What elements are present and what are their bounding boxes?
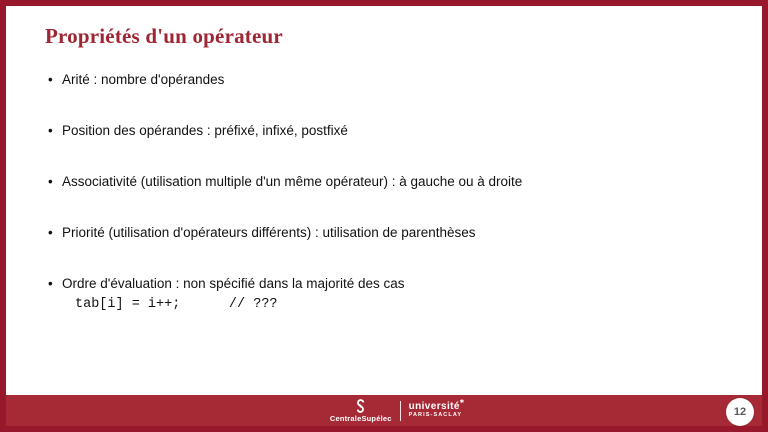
bullet-arity: • Arité : nombre d'opérandes bbox=[48, 71, 742, 89]
logo-divider bbox=[400, 401, 401, 421]
bullet-list bbox=[48, 71, 742, 347]
bullet-priority: • Priorité (utilisation d'opérateurs différents) : utilisation de parenthèses bbox=[48, 224, 742, 242]
universite-star-icon: ∗ bbox=[459, 399, 465, 406]
bullet-associativity: • Associativité (utilisation multiple d'un même opérateur) : à gauche ou à droite bbox=[48, 173, 742, 191]
page-number-badge: 12 bbox=[726, 398, 754, 426]
bullet-evaluation-order bbox=[48, 275, 742, 314]
page-title: Propriétés d'un opérateur bbox=[45, 24, 283, 48]
footer-bar bbox=[6, 395, 762, 426]
centralesupelec-label: CentraleSupélec bbox=[329, 413, 392, 423]
paris-saclay-label: PARIS-SACLAY bbox=[408, 412, 463, 419]
code-example: tab[i] = i++; // ??? bbox=[75, 297, 278, 312]
bullet-evaluation-order-text: Ordre d'évaluation : non spécifié dans la majorité des cas bbox=[62, 276, 405, 291]
bullet-position: • Position des opérandes : préfixé, infixé, postfixé bbox=[48, 122, 742, 140]
footer-logo-group bbox=[329, 399, 465, 423]
universite-wordmark: université bbox=[408, 401, 460, 413]
centralesupelec-icon bbox=[353, 399, 368, 413]
universite-paris-saclay-logo bbox=[408, 399, 465, 419]
centralesupelec-logo bbox=[330, 399, 392, 423]
universite-label bbox=[408, 399, 465, 413]
